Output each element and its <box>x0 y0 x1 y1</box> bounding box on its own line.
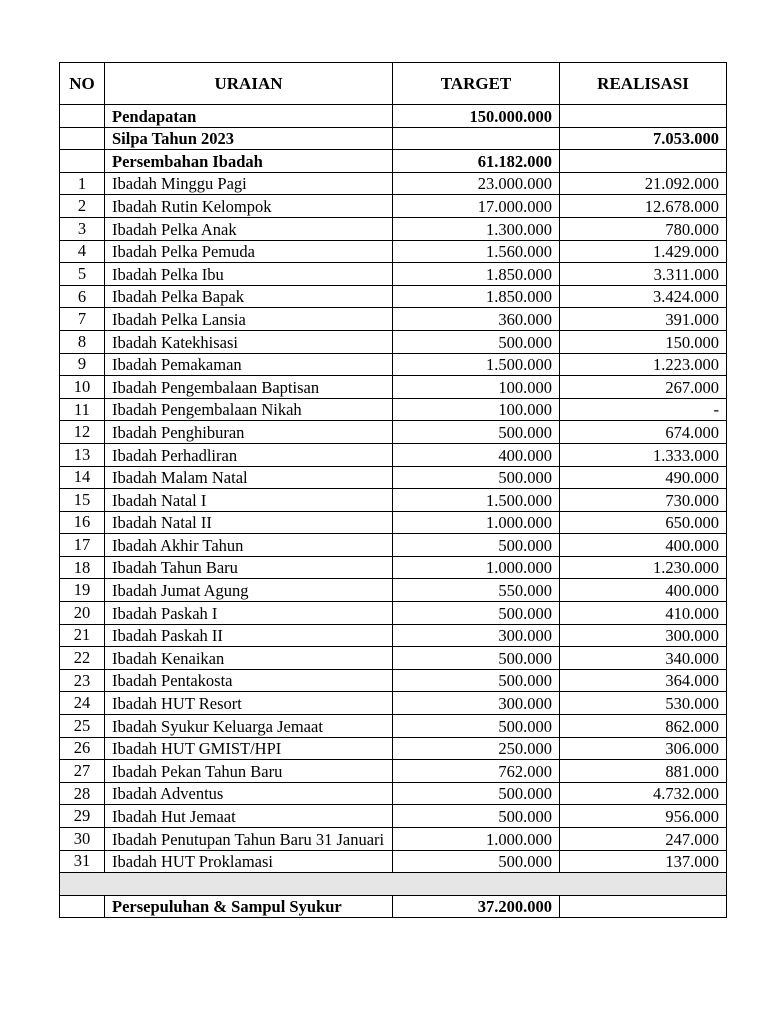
cell-no: 24 <box>60 692 105 715</box>
cell-realisasi: 340.000 <box>560 647 727 670</box>
cell-uraian: Persepuluhan & Sampul Syukur <box>105 895 393 918</box>
cell-no: 8 <box>60 330 105 353</box>
table-row <box>60 240 727 263</box>
cell-uraian: Ibadah Pelka Pemuda <box>105 240 393 263</box>
table-row <box>60 330 727 353</box>
cell-uraian: Ibadah Minggu Pagi <box>105 172 393 195</box>
budget-table <box>59 62 727 918</box>
table-row <box>60 308 727 331</box>
cell-uraian: Ibadah Hut Jemaat <box>105 805 393 828</box>
cell-realisasi: 490.000 <box>560 466 727 489</box>
table-row <box>60 624 727 647</box>
table-row <box>60 715 727 738</box>
table-row <box>60 398 727 421</box>
section-row <box>60 105 727 128</box>
cell-uraian: Ibadah Penutupan Tahun Baru 31 Januari <box>105 828 393 851</box>
cell-uraian: Persembahan Ibadah <box>105 150 393 173</box>
cell-no: 3 <box>60 217 105 240</box>
cell-realisasi: 1.429.000 <box>560 240 727 263</box>
table-row <box>60 217 727 240</box>
cell-uraian: Ibadah Natal I <box>105 489 393 512</box>
header-no: NO <box>60 63 105 105</box>
cell-realisasi: 1.230.000 <box>560 556 727 579</box>
table-row <box>60 760 727 783</box>
cell-uraian: Ibadah Pelka Anak <box>105 217 393 240</box>
cell-no: 27 <box>60 760 105 783</box>
cell-no: 31 <box>60 850 105 873</box>
cell-no <box>60 150 105 173</box>
table-row <box>60 172 727 195</box>
cell-no <box>60 895 105 918</box>
cell-uraian: Ibadah Pengembalaan Nikah <box>105 398 393 421</box>
table-row <box>60 602 727 625</box>
cell-realisasi: 674.000 <box>560 421 727 444</box>
cell-no <box>60 127 105 150</box>
cell-uraian: Ibadah Pelka Lansia <box>105 308 393 331</box>
cell-no: 13 <box>60 443 105 466</box>
cell-realisasi: 530.000 <box>560 692 727 715</box>
cell-uraian: Ibadah Penghiburan <box>105 421 393 444</box>
cell-realisasi: - <box>560 398 727 421</box>
cell-uraian: Ibadah Pekan Tahun Baru <box>105 760 393 783</box>
cell-realisasi: 1.223.000 <box>560 353 727 376</box>
cell-uraian: Ibadah HUT Resort <box>105 692 393 715</box>
cell-no <box>60 105 105 128</box>
cell-realisasi: 1.333.000 <box>560 443 727 466</box>
cell-realisasi: 650.000 <box>560 511 727 534</box>
cell-no: 9 <box>60 353 105 376</box>
cell-target: 500.000 <box>393 534 560 557</box>
cell-realisasi: 400.000 <box>560 534 727 557</box>
cell-realisasi: 410.000 <box>560 602 727 625</box>
cell-realisasi <box>560 895 727 918</box>
cell-target: 61.182.000 <box>393 150 560 173</box>
cell-realisasi: 4.732.000 <box>560 782 727 805</box>
cell-uraian: Ibadah Katekhisasi <box>105 330 393 353</box>
cell-uraian: Ibadah Pelka Bapak <box>105 285 393 308</box>
cell-no: 29 <box>60 805 105 828</box>
cell-realisasi: 12.678.000 <box>560 195 727 218</box>
cell-target: 500.000 <box>393 715 560 738</box>
cell-target: 300.000 <box>393 624 560 647</box>
cell-realisasi: 300.000 <box>560 624 727 647</box>
cell-target: 100.000 <box>393 376 560 399</box>
cell-uraian: Ibadah Jumat Agung <box>105 579 393 602</box>
cell-realisasi: 364.000 <box>560 669 727 692</box>
table-row <box>60 195 727 218</box>
cell-uraian: Ibadah Tahun Baru <box>105 556 393 579</box>
cell-uraian: Ibadah Perhadliran <box>105 443 393 466</box>
table-row <box>60 534 727 557</box>
cell-uraian: Ibadah Syukur Keluarga Jemaat <box>105 715 393 738</box>
table-row <box>60 556 727 579</box>
cell-realisasi: 7.053.000 <box>560 127 727 150</box>
cell-realisasi: 730.000 <box>560 489 727 512</box>
cell-realisasi: 306.000 <box>560 737 727 760</box>
cell-no: 22 <box>60 647 105 670</box>
table-body <box>60 105 727 918</box>
cell-no: 15 <box>60 489 105 512</box>
cell-target: 1.000.000 <box>393 556 560 579</box>
cell-uraian: Ibadah Kenaikan <box>105 647 393 670</box>
cell-no: 16 <box>60 511 105 534</box>
cell-no: 7 <box>60 308 105 331</box>
table-row <box>60 895 727 918</box>
cell-no: 28 <box>60 782 105 805</box>
cell-realisasi: 780.000 <box>560 217 727 240</box>
cell-realisasi <box>560 105 727 128</box>
table-row <box>60 782 727 805</box>
cell-no: 11 <box>60 398 105 421</box>
section-row <box>60 150 727 173</box>
cell-target: 500.000 <box>393 330 560 353</box>
cell-target: 1.500.000 <box>393 353 560 376</box>
cell-target: 400.000 <box>393 443 560 466</box>
cell-realisasi: 267.000 <box>560 376 727 399</box>
header-target: TARGET <box>393 63 560 105</box>
cell-target: 500.000 <box>393 805 560 828</box>
table-row <box>60 647 727 670</box>
cell-target: 1.500.000 <box>393 489 560 512</box>
cell-target: 1.850.000 <box>393 263 560 286</box>
cell-target: 1.560.000 <box>393 240 560 263</box>
cell-realisasi: 3.424.000 <box>560 285 727 308</box>
cell-target: 1.850.000 <box>393 285 560 308</box>
table-row <box>60 805 727 828</box>
cell-no: 2 <box>60 195 105 218</box>
cell-target: 500.000 <box>393 850 560 873</box>
table-row <box>60 421 727 444</box>
cell-no: 10 <box>60 376 105 399</box>
cell-uraian: Ibadah Adventus <box>105 782 393 805</box>
cell-uraian: Ibadah Pentakosta <box>105 669 393 692</box>
cell-target: 1.300.000 <box>393 217 560 240</box>
cell-realisasi: 400.000 <box>560 579 727 602</box>
cell-no: 12 <box>60 421 105 444</box>
spacer-row <box>60 873 727 896</box>
cell-target: 762.000 <box>393 760 560 783</box>
cell-target <box>393 127 560 150</box>
cell-uraian: Ibadah HUT Proklamasi <box>105 850 393 873</box>
table-row <box>60 376 727 399</box>
cell-target: 500.000 <box>393 466 560 489</box>
cell-uraian: Ibadah Pelka Ibu <box>105 263 393 286</box>
table-row <box>60 263 727 286</box>
table-row <box>60 511 727 534</box>
cell-realisasi: 247.000 <box>560 828 727 851</box>
spacer-cell <box>60 873 727 896</box>
cell-uraian: Ibadah Pemakaman <box>105 353 393 376</box>
cell-no: 5 <box>60 263 105 286</box>
cell-no: 30 <box>60 828 105 851</box>
cell-realisasi: 137.000 <box>560 850 727 873</box>
cell-target: 250.000 <box>393 737 560 760</box>
cell-realisasi: 881.000 <box>560 760 727 783</box>
header-realisasi: REALISASI <box>560 63 727 105</box>
cell-no: 18 <box>60 556 105 579</box>
table-row <box>60 353 727 376</box>
cell-uraian: Ibadah Akhir Tahun <box>105 534 393 557</box>
table-row <box>60 285 727 308</box>
cell-realisasi: 956.000 <box>560 805 727 828</box>
cell-no: 17 <box>60 534 105 557</box>
cell-uraian: Ibadah HUT GMIST/HPI <box>105 737 393 760</box>
cell-uraian: Ibadah Rutin Kelompok <box>105 195 393 218</box>
cell-realisasi <box>560 150 727 173</box>
table-row <box>60 579 727 602</box>
cell-target: 500.000 <box>393 421 560 444</box>
cell-no: 21 <box>60 624 105 647</box>
cell-realisasi: 3.311.000 <box>560 263 727 286</box>
cell-target: 1.000.000 <box>393 511 560 534</box>
cell-target: 100.000 <box>393 398 560 421</box>
cell-target: 360.000 <box>393 308 560 331</box>
table-row <box>60 669 727 692</box>
table-row <box>60 443 727 466</box>
cell-target: 500.000 <box>393 602 560 625</box>
cell-target: 500.000 <box>393 669 560 692</box>
cell-uraian: Pendapatan <box>105 105 393 128</box>
section-row <box>60 127 727 150</box>
cell-no: 6 <box>60 285 105 308</box>
table-row <box>60 737 727 760</box>
cell-no: 25 <box>60 715 105 738</box>
cell-target: 300.000 <box>393 692 560 715</box>
cell-realisasi: 862.000 <box>560 715 727 738</box>
cell-target: 500.000 <box>393 647 560 670</box>
cell-no: 26 <box>60 737 105 760</box>
cell-no: 1 <box>60 172 105 195</box>
table-row <box>60 692 727 715</box>
cell-target: 150.000.000 <box>393 105 560 128</box>
header-uraian: URAIAN <box>105 63 393 105</box>
cell-realisasi: 391.000 <box>560 308 727 331</box>
cell-target: 500.000 <box>393 782 560 805</box>
table-row <box>60 850 727 873</box>
cell-uraian: Ibadah Pengembalaan Baptisan <box>105 376 393 399</box>
table-row <box>60 466 727 489</box>
header-row <box>60 63 727 105</box>
cell-target: 1.000.000 <box>393 828 560 851</box>
cell-target: 17.000.000 <box>393 195 560 218</box>
cell-realisasi: 21.092.000 <box>560 172 727 195</box>
cell-realisasi: 150.000 <box>560 330 727 353</box>
cell-no: 14 <box>60 466 105 489</box>
cell-uraian: Silpa Tahun 2023 <box>105 127 393 150</box>
cell-uraian: Ibadah Malam Natal <box>105 466 393 489</box>
cell-target: 23.000.000 <box>393 172 560 195</box>
table-row <box>60 489 727 512</box>
cell-no: 23 <box>60 669 105 692</box>
cell-uraian: Ibadah Paskah II <box>105 624 393 647</box>
cell-no: 20 <box>60 602 105 625</box>
cell-no: 4 <box>60 240 105 263</box>
cell-target: 550.000 <box>393 579 560 602</box>
cell-target: 37.200.000 <box>393 895 560 918</box>
cell-uraian: Ibadah Paskah I <box>105 602 393 625</box>
cell-no: 19 <box>60 579 105 602</box>
table-row <box>60 828 727 851</box>
cell-uraian: Ibadah Natal II <box>105 511 393 534</box>
